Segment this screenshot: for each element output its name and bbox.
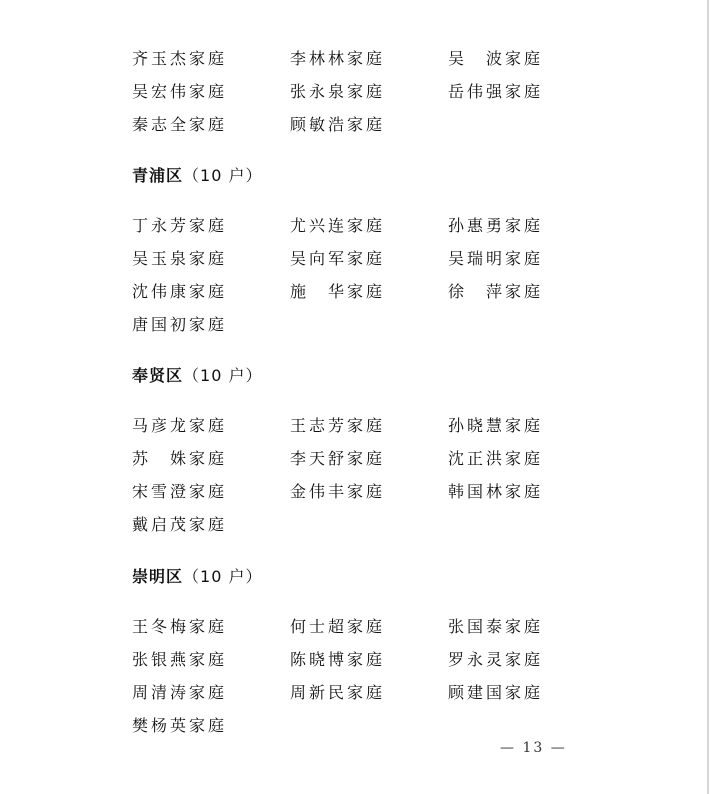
- family-name: 吴玉泉家庭: [132, 249, 228, 268]
- page-number: — 13 —: [500, 740, 567, 756]
- family-name: 沈伟康家庭: [132, 282, 228, 301]
- family-name: 周清涛家庭: [132, 683, 228, 702]
- name-list-continued: [132, 48, 606, 135]
- family-name: 李天舒家庭: [290, 449, 386, 468]
- family-name: 张永泉家庭: [290, 82, 386, 101]
- family-name: 王志芳家庭: [290, 416, 386, 435]
- family-name: 吴 波家庭: [448, 49, 544, 68]
- family-name: 王冬梅家庭: [132, 617, 228, 636]
- family-name: 戴启茂家庭: [132, 515, 228, 534]
- family-name: 顾敏浩家庭: [290, 115, 386, 134]
- family-name: 张国泰家庭: [448, 617, 544, 636]
- family-name: 陈晓博家庭: [290, 650, 386, 669]
- family-name: 何士超家庭: [290, 617, 386, 636]
- district-name: 崇明区: [132, 567, 184, 586]
- family-name: 张银燕家庭: [132, 650, 228, 669]
- family-name: 吴宏伟家庭: [132, 82, 228, 101]
- section-heading-fengxian: [132, 365, 262, 386]
- family-name: 沈正洪家庭: [448, 449, 544, 468]
- section-heading-qingpu: [132, 165, 262, 186]
- household-count: （10 户）: [183, 567, 263, 586]
- family-name: 徐 萍家庭: [448, 282, 544, 301]
- section-heading-chongming: [132, 566, 262, 587]
- family-name: 宋雪澄家庭: [132, 482, 228, 501]
- name-list-fengxian: [132, 415, 606, 535]
- family-name: 吴向军家庭: [290, 249, 386, 268]
- family-name: 樊杨英家庭: [132, 716, 228, 735]
- household-count: （10 户）: [183, 366, 263, 385]
- family-name: 岳伟强家庭: [448, 82, 544, 101]
- family-name: 秦志全家庭: [132, 115, 228, 134]
- family-name: 唐国初家庭: [132, 315, 228, 334]
- family-name: 尤兴连家庭: [290, 216, 386, 235]
- family-name: 吴瑞明家庭: [448, 249, 544, 268]
- family-name: 金伟丰家庭: [290, 482, 386, 501]
- district-name: 奉贤区: [132, 366, 184, 385]
- family-name: 孙惠勇家庭: [448, 216, 544, 235]
- family-name: 苏 姝家庭: [132, 449, 228, 468]
- name-list-chongming: [132, 616, 606, 736]
- family-name: 周新民家庭: [290, 683, 386, 702]
- household-count: （10 户）: [183, 166, 263, 185]
- name-list-qingpu: [132, 215, 606, 335]
- family-name: 马彦龙家庭: [132, 416, 228, 435]
- family-name: 孙晓慧家庭: [448, 416, 544, 435]
- district-name: 青浦区: [132, 166, 184, 185]
- family-name: 施 华家庭: [290, 282, 386, 301]
- family-name: 李林林家庭: [290, 49, 386, 68]
- family-name: 韩国林家庭: [448, 482, 544, 501]
- family-name: 罗永灵家庭: [448, 650, 544, 669]
- family-name: 顾建国家庭: [448, 683, 544, 702]
- family-name: 齐玉杰家庭: [132, 49, 228, 68]
- family-name: 丁永芳家庭: [132, 216, 228, 235]
